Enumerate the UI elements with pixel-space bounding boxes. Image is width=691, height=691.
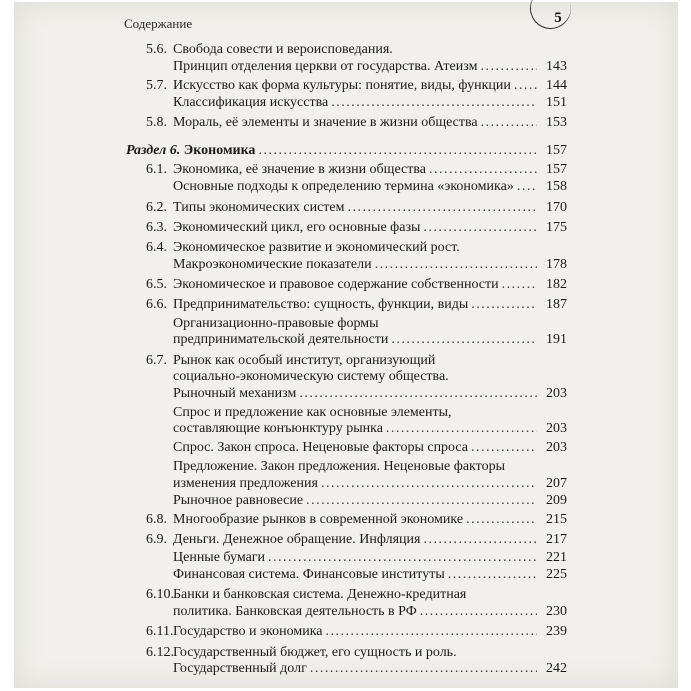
toc-page-number: 203: [546, 385, 567, 401]
toc-page-number: 225: [546, 566, 567, 582]
dot-leader: [391, 330, 537, 349]
toc-entry: [173, 530, 537, 549]
toc-page-number: 143: [546, 58, 567, 74]
toc-page-number: 182: [546, 276, 567, 292]
dot-leader: [471, 295, 537, 314]
toc-entry-title: социально-экономическую систему общества.: [173, 369, 449, 385]
toc-entry-title: Рыночный механизм: [173, 385, 297, 401]
toc-entry-title: Государственный бюджет, его сущность и роль.: [173, 644, 457, 660]
toc-page-number: 153: [546, 115, 567, 131]
toc-line: [0, 330, 691, 349]
dot-leader: [258, 141, 537, 160]
toc-page-number: 151: [546, 94, 567, 110]
toc-entry-title: Многообразие рынков в современной экономике: [173, 512, 464, 528]
toc-section-number: 5.6.: [146, 42, 167, 57]
toc-line: [0, 602, 691, 621]
dot-leader: [386, 419, 537, 438]
dot-leader: [466, 510, 537, 529]
toc-entry: [173, 93, 537, 112]
toc-entry: [173, 491, 537, 510]
toc-entry-title: Государственный долг: [173, 661, 307, 677]
toc-page-number: 203: [546, 421, 567, 437]
toc-entry-title: предпринимательской деятельности: [173, 332, 389, 348]
toc-entry-title: Классификация искусства: [173, 94, 329, 110]
dot-leader: [480, 57, 537, 76]
toc-entry-title: Искусство как форма культуры: понятие, виды, функции: [173, 78, 511, 94]
toc-line: [0, 255, 691, 274]
toc-entry-title: Спрос и предложение как основные элементы,: [173, 404, 452, 420]
toc-section-number: 6.12.: [146, 644, 174, 660]
toc-entry-title: Деньги. Денежное обращение. Инфляция: [173, 532, 421, 548]
dot-leader: [326, 622, 537, 641]
dot-leader: [348, 198, 538, 217]
toc-section-number: 5.8.: [146, 115, 167, 131]
toc-page-number: 191: [546, 332, 567, 348]
toc-entry: [173, 57, 537, 76]
dot-leader: [306, 491, 537, 510]
toc-page-number: 203: [546, 439, 567, 455]
toc-section-number: 6.11.: [146, 624, 174, 640]
toc-entry-title: составляющие конъюнктуру рынка: [173, 421, 383, 437]
toc-entry-title: Рынок как особый институт, организующий: [173, 352, 436, 368]
toc-page-number: 215: [546, 512, 567, 528]
dot-leader: [310, 659, 537, 678]
dot-leader: [423, 218, 537, 237]
toc-entry-title: Рыночное равновесие: [173, 492, 304, 508]
toc-entry: [173, 218, 537, 237]
toc-page-number: 157: [546, 161, 567, 177]
page-number: 5: [554, 10, 562, 26]
toc-entry-title: Мораль, её элементы и значение в жизни общества: [173, 115, 478, 131]
toc-section-number: 6.1.: [146, 161, 167, 177]
toc-line: [0, 93, 691, 112]
toc-page-number: 175: [546, 220, 567, 236]
toc-page-number: 158: [546, 179, 567, 195]
toc-page-number: 217: [546, 532, 567, 548]
toc-entry-title: Принцип отделения церкви от государства. Атеизм: [173, 58, 478, 74]
toc-line: [0, 177, 691, 196]
dot-leader: [471, 438, 537, 457]
toc-entry-title: Предпринимательство: сущность, функции, виды: [173, 296, 469, 312]
toc-entry: [126, 141, 537, 160]
toc-page-number: 209: [546, 492, 567, 508]
toc-section-number: 6.5.: [146, 276, 167, 292]
toc-entry-title: Основные подходы к определению термина «экономика»: [173, 179, 514, 195]
dot-leader: [299, 384, 537, 403]
toc-entry-title: Экономическое и правовое содержание собственности: [173, 276, 499, 292]
toc-section-number: 6.9.: [146, 532, 167, 548]
toc-page-number: 207: [546, 475, 567, 491]
toc-entry: [173, 198, 537, 217]
toc-entry: [173, 659, 537, 678]
toc-entry-title: политика. Банковская деятельность в РФ: [173, 603, 417, 619]
toc-entry: [173, 565, 537, 584]
toc-section-number: 6.2.: [146, 199, 167, 215]
toc-section-number: 6.8.: [146, 512, 167, 528]
toc-section-number: 6.4.: [146, 240, 167, 256]
toc-section-number: 6.7.: [146, 352, 167, 368]
toc-line: [0, 141, 691, 160]
toc-entry-title: Государство и экономика: [173, 624, 323, 640]
toc-line: [0, 510, 691, 529]
toc-line: [0, 57, 691, 76]
toc-entry-title: Спрос. Закон спроса. Неценовые факторы спроса: [173, 439, 469, 455]
toc-page-number: 242: [546, 661, 567, 677]
toc-page-number: 221: [546, 550, 567, 566]
toc-page-number: 230: [546, 603, 567, 619]
toc-line: [0, 438, 691, 457]
toc-entry-title: Предложение. Закон предложения. Неценовые факторы: [173, 459, 506, 475]
toc-page-number: 144: [546, 78, 567, 94]
toc-entry-title: Экономический цикл, его основные фазы: [173, 220, 421, 236]
toc-entry: [173, 275, 537, 294]
dot-leader: [448, 565, 537, 584]
toc-entry: [173, 622, 537, 641]
toc-line: [0, 659, 691, 678]
toc-line: [0, 295, 691, 314]
toc-entry-title: Ценные бумаги: [173, 550, 266, 566]
toc-section-number: 6.10.: [146, 587, 174, 603]
toc-page-number: 178: [546, 257, 567, 273]
toc-line: [0, 491, 691, 510]
toc-entry: [173, 177, 537, 196]
toc-section-number: 6.6.: [146, 296, 167, 312]
toc-entry: [173, 113, 537, 132]
toc-section-number: 5.7.: [146, 78, 167, 94]
dot-leader: [375, 255, 537, 274]
toc-line: [0, 530, 691, 549]
dot-leader: [423, 530, 537, 549]
toc-line: [0, 160, 691, 179]
toc-line: [0, 218, 691, 237]
toc-section-number: 6.3.: [146, 220, 167, 236]
toc-page-number: 239: [546, 624, 567, 640]
toc-entry-title: Экономика, её значение в жизни общества: [173, 161, 426, 177]
toc-line: [0, 198, 691, 217]
toc-page-number: 187: [546, 296, 567, 312]
dot-leader: [429, 160, 537, 179]
toc-line: [0, 419, 691, 438]
toc-entry: [173, 419, 537, 438]
dot-leader: [331, 93, 537, 112]
toc-entry: [173, 295, 537, 314]
running-title: Содержание: [124, 16, 193, 31]
toc-line: [0, 113, 691, 132]
dot-leader: [481, 113, 537, 132]
dot-leader: [502, 275, 537, 294]
toc-entry-title: Свобода совести и вероисповедания.: [173, 42, 393, 57]
toc-entry-title: Макроэкономические показатели: [173, 257, 372, 273]
toc-line: [0, 384, 691, 403]
toc-entry-title: Банки и банковская система. Денежно-кредитная: [173, 587, 467, 603]
section-heading-title: Экономика: [183, 143, 256, 159]
toc-entry-title: Типы экономических систем: [173, 199, 345, 215]
toc-line: [0, 622, 691, 641]
dot-leader: [420, 602, 537, 621]
toc-entry: [173, 255, 537, 274]
toc-entry: [173, 438, 537, 457]
toc-entry: [173, 510, 537, 529]
toc-entry: [173, 160, 537, 179]
toc-line: [0, 565, 691, 584]
toc-line: [0, 275, 691, 294]
toc-entry-title: Организационно-правовые формы: [173, 315, 379, 331]
toc-entry: [173, 602, 537, 621]
toc-entry: [173, 330, 537, 349]
toc-page-number: 170: [546, 199, 567, 215]
toc-entry-title: Экономическое развитие и экономический рост.: [173, 240, 460, 256]
toc-page-number: 157: [546, 143, 567, 159]
toc-entry-title: изменения предложения: [173, 475, 318, 491]
section-heading-prefix: Раздел 6.: [126, 143, 181, 159]
dot-leader: [517, 177, 537, 196]
toc-entry-title: Финансовая система. Финансовые институты: [173, 566, 445, 582]
toc-entry: [173, 384, 537, 403]
